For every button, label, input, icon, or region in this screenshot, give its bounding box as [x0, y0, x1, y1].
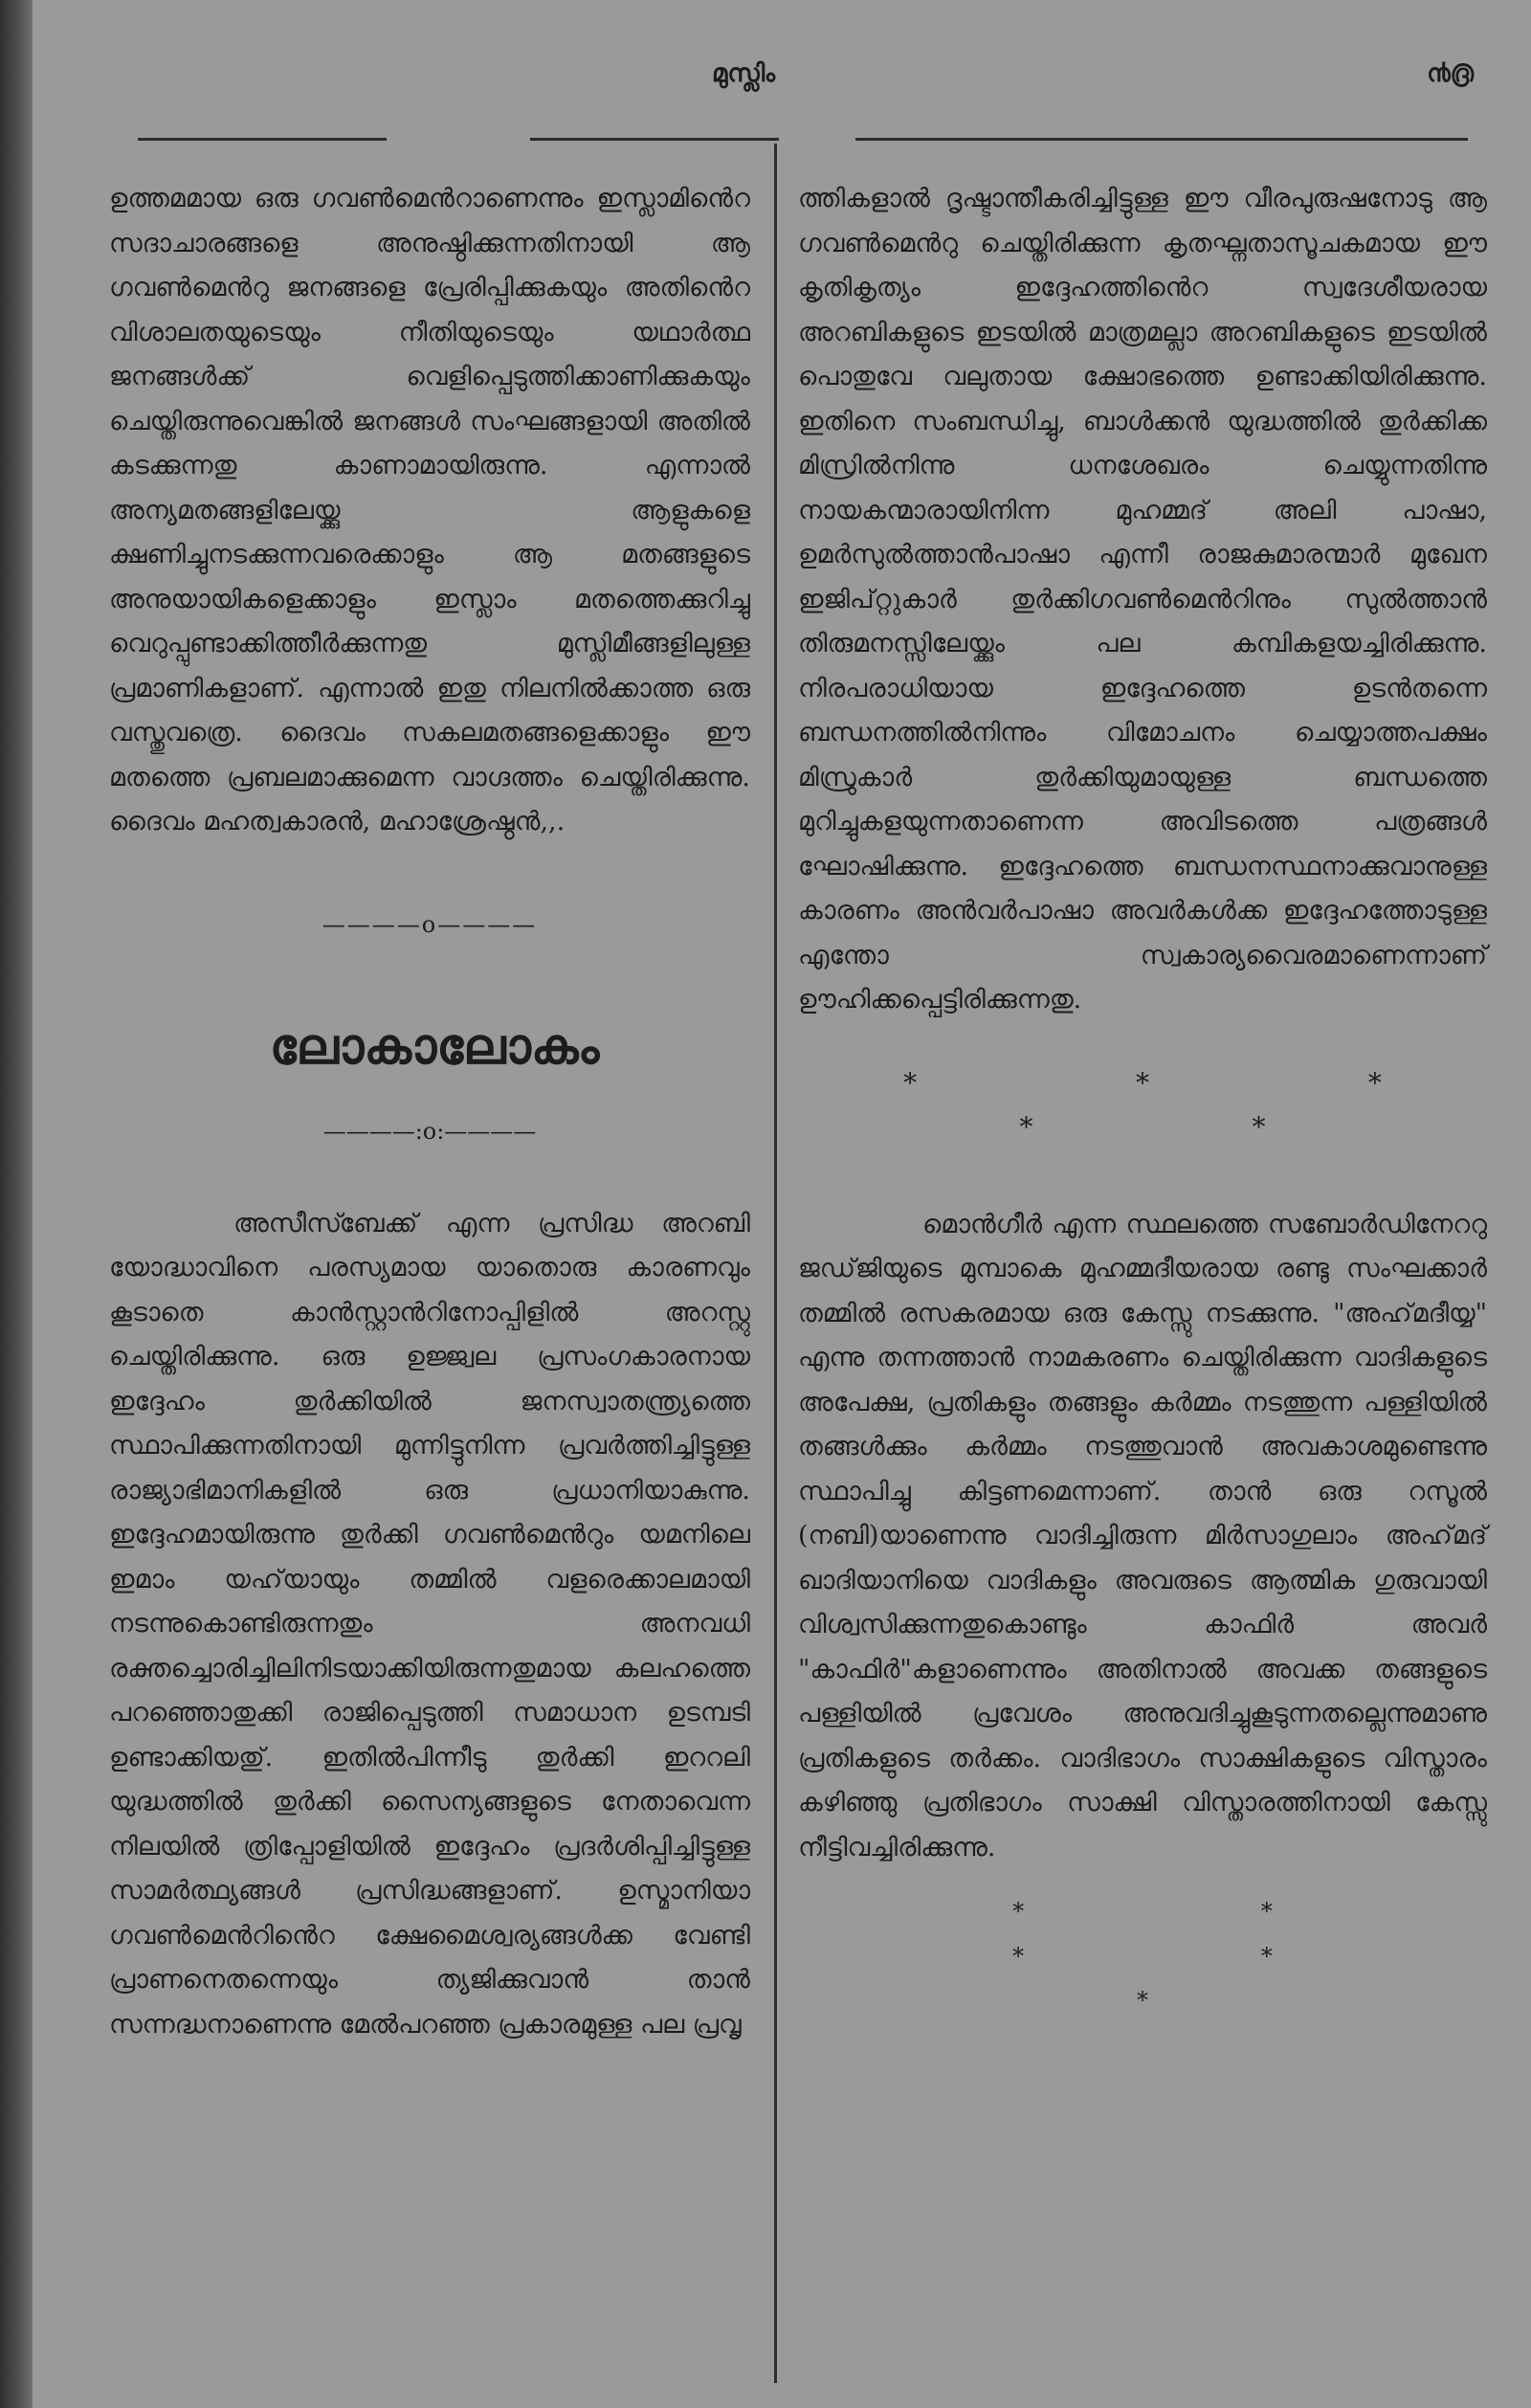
header-rule-middle-left — [530, 138, 779, 141]
running-header — [33, 59, 1531, 98]
newspaper-page — [33, 0, 1531, 2408]
bottom-star-divider: * * * * * — [1012, 1898, 1387, 2014]
article-continuation: ഉത്തമമായ ഒരു ഗവൺമെൻറാണെന്നും ഇസ്ലാമിൻെറ സദാചാരങ്ങളെ അനുഷ്ഠിക്കുന്നതിനായി ആ ഗവൺമെൻറു ജനങ്ങളെ പ്രേരിപ്പിക്കുകയും അതിൻെറ വിശാലതയുടെയും നീതിയുടെയും യഥാർത്ഥ ജനങ്ങൾക്ക് വെളിപ്പെടുത്തിക്കാണിക്കുകയും ചെയ്തിരുന്നുവെങ്കിൽ ജനങ്ങൾ സംഘങ്ങളായി അതിൽ കടക്കുന്നതു കാണാമായിരുന്നു. എന്നാൽ അന്യമതങ്ങളിലേയ്ക്കു ആളുകളെ ക്ഷണിച്ചുനടക്കുന്നവരെക്കാളും ആ മതങ്ങളുടെ അനുയായികളെക്കാളും ഇസ്ലാം മതത്തെക്കുറിച്ചു വെറുപ്പുണ്ടാക്കിത്തീർക്കുന്നതു മുസ്ലിമീങ്ങളിലുള്ള പ്രമാണികളാണ്. എന്നാൽ ഇതു നിലനിൽക്കാത്ത ഒരു വസ്തുവത്രെ. ദൈവം സകലമതങ്ങളെക്കാളും ഈ മതത്തെ പ്രബലമാക്കുമെന്ന വാഗ്ദത്തം ചെയ്തിരിക്കുന്നു. ദൈവം മഹത്വകാരൻ, മഹാശ്രേഷ്ഠൻ,,. — [109, 184, 750, 836]
running-title: മുസ്ലിം — [712, 59, 776, 88]
book-binding-edge — [0, 0, 33, 2408]
section-separator: ————o———— — [322, 910, 538, 938]
section-heading: ലോകാലോകം — [269, 1017, 600, 1076]
news-item-aziz-bey-continued: ത്തികളാൽ ദൃഷ്ടാന്തീകരിച്ചിട്ടുള്ള ഈ വീരപുരുഷനോടു ആ ഗവൺമെൻറു ചെയ്തിരിക്കുന്ന കൃതഘ്നതാസൂചകമായ ഈ കൃതികൃത്യം ഇദ്ദേഹത്തിൻെറ സ്വദേശീയരായ അറബികളുടെ ഇടയിൽ മാത്രമല്ലാ അറബികളുടെ ഇടയിൽ പൊതുവേ വലുതായ ക്ഷോഭത്തെ ഉണ്ടാക്കിയിരിക്കുന്നു. ഇതിനെ സംബന്ധിച്ചു, ബാൾക്കൻ യുദ്ധത്തിൽ തുർക്കിക്ക മിസ്രിൽനിന്നു ധനശേഖരം ചെയ്യുന്നതിന്നു നായകന്മാരായിനിന്ന മുഹമ്മദ് അലി പാഷാ, ഉമർസുൽത്താൻപാഷാ എന്നീ രാജകുമാരന്മാർ മുഖേന ഇജിപ്‌റ്റുകാർ തുർക്കിഗവൺമെൻറിനും സുൽത്താൻ തിരുമനസ്സിലേയ്ക്കും പല കമ്പികളയച്ചിരിക്കുന്നു. നിരപരാധിയായ ഇദ്ദേഹത്തെ ഉടൻതന്നെ ബന്ധനത്തിൽനിന്നും വിമോചനം ചെയ്യാത്തപക്ഷം മിസ്രുകാർ തുർക്കിയുമായുള്ള ബന്ധത്തെ മുറിച്ചുകളയുന്നതാണെന്ന അവിടത്തെ പത്രങ്ങൾ ഘോഷിക്കുന്നു. ഇദ്ദേഹത്തെ ബന്ധനസ്ഥനാക്കുവാനുള്ള കാരണം അൻവർപാഷാ അവർകൾക്ക ഇദ്ദേഹത്തോടുള്ള എന്തോ സ്വകാര്യവൈരമാണെന്നാണ് ഊഹിക്കപ്പെട്ടിരിക്കുന്നതു. — [798, 184, 1487, 1014]
star-divider: * * * * * — [903, 1066, 1487, 1143]
heading-separator: ————:o:———— — [322, 1118, 537, 1145]
left-column — [109, 177, 750, 2047]
header-rule-right — [855, 138, 1468, 141]
right-column — [798, 177, 1487, 2023]
column-divider — [774, 144, 777, 2383]
page-number: ൯൫ — [1427, 59, 1474, 88]
header-rule-left — [138, 138, 387, 141]
news-item-monghyr-case: മൊൻഗീർ എന്ന സ്ഥലത്തെ സബോർഡിനേററു ജഡ്‌ജിയുടെ മുമ്പാകെ മുഹമ്മദീയരായ രണ്ടു സംഘക്കാർ തമ്മിൽ രസകരമായ ഒരു കേസ്സു നടക്കുന്നു. "അഹ്‌മദീയ്യ" എന്നു തന്നത്താൻ നാമകരണം ചെയ്തിരിക്കുന്ന വാദികളുടെ അപേക്ഷ, പ്രതികളും തങ്ങളും കർമ്മം നടത്തുന്ന പള്ളിയിൽ തങ്ങൾക്കും കർമ്മം നടത്തുവാൻ അവകാശമുണ്ടെന്നു സ്ഥാപിച്ചു കിട്ടണമെന്നാണ്. താൻ ഒരു റസൂൽ (നബി)യാണെന്നു വാദിച്ചിരുന്ന മിർസാഗുലാം അഹ്‌മദ് ഖാദിയാനിയെ വാദികളും അവരുടെ ആത്മിക ഗുരുവായി വിശ്വസിക്കുന്നതുകൊണ്ടും കാഫിർ അവർ "കാഫിർ"കളാണെന്നും അതിനാൽ അവക്ക തങ്ങളുടെ പള്ളിയിൽ പ്രവേശം അനുവദിച്ചുകൂടുന്നതല്ലെന്നുമാണു പ്രതികളുടെ തർക്കം. വാദിഭാഗം സാക്ഷികളുടെ വിസ്താരം കഴിഞ്ഞു പ്രതിഭാഗം സാക്ഷി വിസ്താരത്തിനായി കേസ്സു നീട്ടിവച്ചിരിക്കുന്നു. — [798, 1209, 1487, 1862]
news-item-aziz-bey: അസീസ്ബേക്ക് എന്ന പ്രസിദ്ധ അറബി യോദ്ധാവിനെ പരസ്യമായ യാതൊരു കാരണവും കൂടാതെ കാൻസ്റ്റാൻറിനോപ്പിളിൽ അറസ്റ്റു ചെയ്തിരിക്കുന്നു. ഒരു ഉജ്ജ്വല പ്രസംഗകാരനായ ഇദ്ദേഹം തുർക്കിയിൽ ജനസ്വാതന്ത്ര്യത്തെ സ്ഥാപിക്കുന്നതിനായി മുന്നിട്ടുനിന്ന പ്രവർത്തിച്ചിട്ടുള്ള രാജ്യാഭിമാനികളിൽ ഒരു പ്രധാനിയാകുന്നു. ഇദ്ദേഹമായിരുന്നു തുർക്കി ഗവൺമെൻറും യമനിലെ ഇമാം യഹ്‌യായും തമ്മിൽ വളരെക്കാലമായി നടന്നുകൊണ്ടിരുന്നതും അനവധി രക്തച്ചൊരിച്ചിലിനിടയാക്കിയിരുന്നതുമായ കലഹത്തെ പറഞ്ഞൊതുക്കി രാജിപ്പെടുത്തി സമാധാന ഉടമ്പടി ഉണ്ടാക്കിയതു്. ഇതിൽപിന്നീടു തുർക്കി ഇററലി യുദ്ധത്തിൽ തുർക്കി സൈന്യങ്ങളുടെ നേതാവെന്ന നിലയിൽ ത്രിപ്പോളിയിൽ ഇദ്ദേഹം പ്രദർശിപ്പിച്ചിട്ടുള്ള സാമർത്ഥ്യങ്ങൾ പ്രസിദ്ധങ്ങളാണ്. ഉസ്മാനിയാ ഗവൺമെൻറിൻെറ ക്ഷേമൈശ്വര്യങ്ങൾക്ക വേണ്ടി പ്രാണനെതന്നെയും ത്യജിക്കുവാൻ താൻ സന്നദ്ധനാണെന്നു മേൽപറഞ്ഞ പ്രകാരമുള്ള പല പ്രവൃ — [109, 1208, 750, 2040]
